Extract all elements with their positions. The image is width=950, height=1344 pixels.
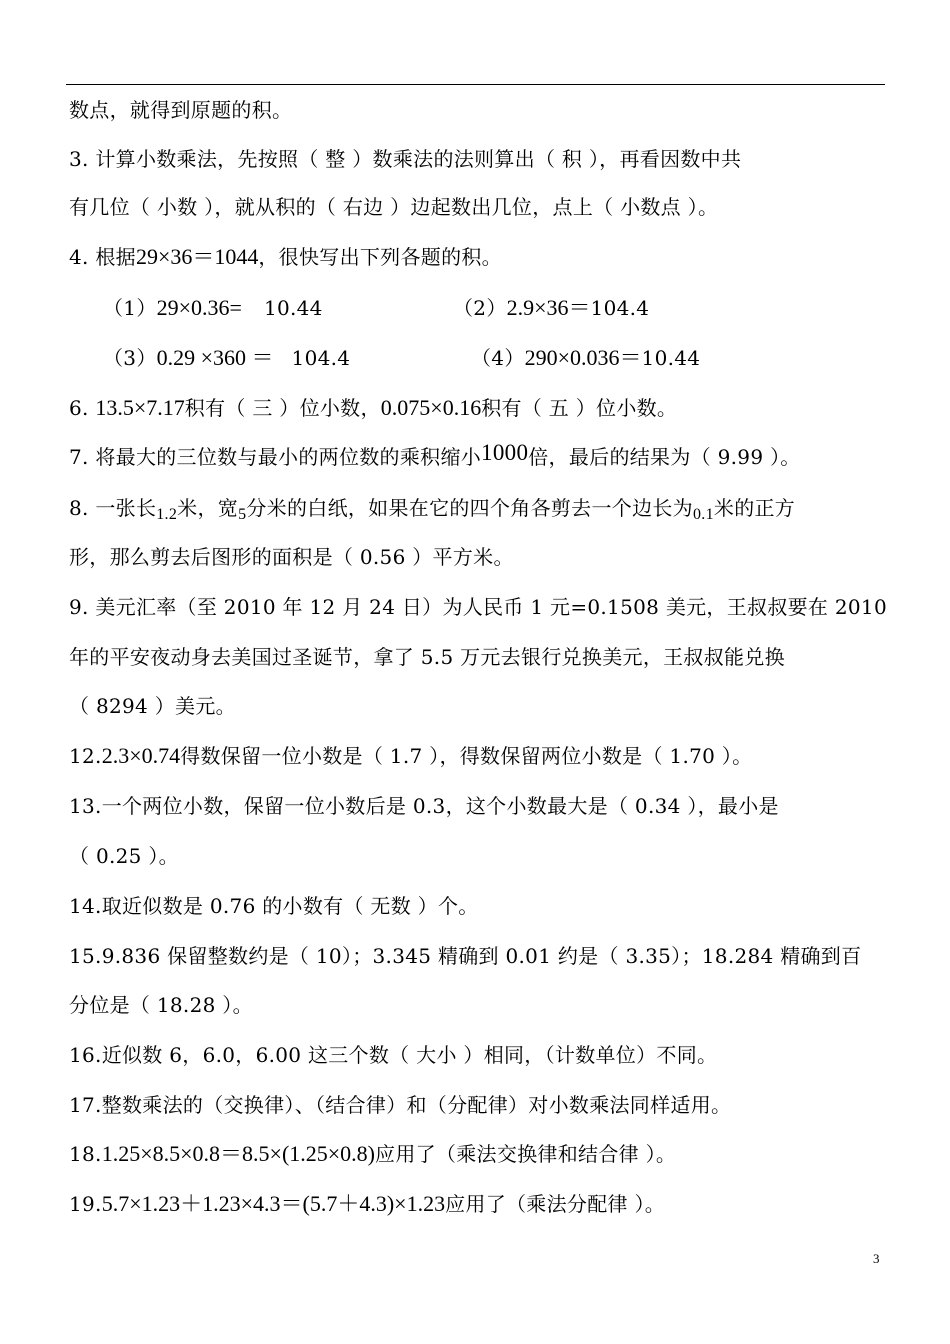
question-16: 16.近似数 6，6.0，6.00 这三个数（ 大小 ）相同，（计数单位）不同。 bbox=[69, 1043, 718, 1067]
question-18: 18.1.25×8.5×0.8＝8.5×(1.25×0.8)应用了（乘法交换律和结合律 ）。 bbox=[69, 1141, 677, 1166]
question-19: 19.5.7×1.23＋1.23×4.3＝(5.7＋4.3)×1.23应用了（乘法分配律 ）。 bbox=[69, 1191, 666, 1216]
question-15-line-2: 分位是（ 18.28 ）。 bbox=[69, 993, 253, 1017]
page-number: 3 bbox=[873, 1251, 880, 1266]
question-4-part-4: （4）290×0.036＝10.44 bbox=[471, 345, 701, 370]
header-rule bbox=[66, 84, 885, 85]
question-13-line-2: （ 0.25 ）。 bbox=[69, 844, 179, 868]
question-4-row-2: （3）0.29 ×360 ＝ 104.4 （4）290×0.036＝10.44 bbox=[103, 345, 701, 370]
question-9-line-1: 9. 美元汇率（至 2010 年 12 月 24 日）为人民币 1 元=0.1508 美元，王叔叔要在 2010 bbox=[69, 595, 887, 619]
text-line-1: 数点，就得到原题的积。 bbox=[69, 98, 293, 122]
question-6: 6. 13.5×7.17积有（ 三 ）位小数，0.075×0.16积有（ 五 ）位小数。 bbox=[69, 395, 678, 420]
question-4-part-2: （2）2.9×36＝104.4 bbox=[453, 295, 650, 320]
question-12: 12.2.3×0.74得数保留一位小数是（ 1.7 ），得数保留两位小数是（ 1.70 ）。 bbox=[69, 743, 753, 768]
question-4-row-1: （1）29×0.36= 10.44 （2）2.9×36＝104.4 bbox=[103, 295, 650, 320]
question-9-line-2: 年的平安夜动身去美国过圣诞节，拿了 5.5 万元去银行兑换美元，王叔叔能兑换 bbox=[69, 645, 785, 669]
question-13-line-1: 13.一个两位小数，保留一位小数后是 0.3，这个小数最大是（ 0.34 ），最小是 bbox=[69, 794, 779, 818]
question-7: 7. 将最大的三位数与最小的两位数的乘积缩小1000倍，最后的结果为（ 9.99 ）。 bbox=[69, 440, 801, 469]
question-15-line-1: 15.9.836 保留整数约是（ 10）；3.345 精确到 0.01 约是（ 3.35）；18.284 精确到百 bbox=[69, 944, 862, 968]
question-8-line-1: 8. 一张长$_{1.2}$米，宽$_5$分米的白纸，如果在它的四个角各剪去一个边长为$_{0.1}$米的正方 bbox=[69, 496, 796, 523]
question-14: 14.取近似数是 0.76 的小数有（ 无数 ）个。 bbox=[69, 894, 479, 918]
question-4: 4. 根据29×36＝1044，很快写出下列各题的积。 bbox=[69, 244, 502, 269]
question-9-line-3: （ 8294 ）美元。 bbox=[69, 694, 236, 718]
question-17: 17.整数乘法的（交换律）、（结合律）和（分配律）对小数乘法同样适用。 bbox=[69, 1093, 732, 1117]
question-3-line-2: 有几位（ 小数 ），就从积的（ 右边 ）边起数出几位，点上（ 小数点 ）。 bbox=[69, 195, 719, 219]
question-3-line-1: 3. 计算小数乘法，先按照（ 整 ）数乘法的法则算出（ 积 ），再看因数中共 bbox=[69, 147, 742, 171]
question-8-line-2: 形，那么剪去后图形的面积是（ 0.56 ）平方米。 bbox=[69, 545, 514, 569]
